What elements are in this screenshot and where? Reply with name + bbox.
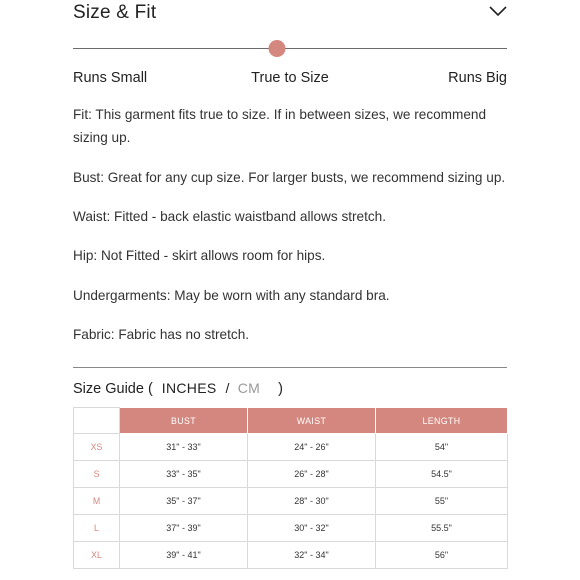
- waist-detail: Waist: Fitted - back elastic waistband allows stretch.: [73, 209, 387, 224]
- size-cell: M: [74, 488, 120, 515]
- table-corner-cell: [74, 408, 120, 434]
- bust-detail: Bust: Great for any cup size. For larger busts, we recommend sizing up.: [73, 170, 506, 185]
- size-cell: XL: [74, 542, 120, 569]
- size-guide-header: [73, 380, 283, 400]
- waist-cell: 32" - 34": [248, 542, 376, 569]
- unit-inches-toggle[interactable]: INCHES: [161, 380, 217, 396]
- column-header-bust: BUST: [120, 408, 248, 434]
- bust-cell: 31" - 33": [120, 434, 248, 461]
- size-cell: L: [74, 515, 120, 542]
- size-fit-header[interactable]: [73, 2, 507, 28]
- fit-slider-knob[interactable]: [268, 40, 285, 57]
- table-row: [74, 434, 508, 461]
- fit-scale-labels: [73, 70, 507, 90]
- table-row: [74, 488, 508, 515]
- waist-cell: 28" - 30": [248, 488, 376, 515]
- length-cell: 54.5": [376, 461, 508, 488]
- size-guide-label: Size Guide (: [73, 381, 153, 397]
- size-cell: XS: [74, 434, 120, 461]
- bust-cell: 39" - 41": [120, 542, 248, 569]
- section-title: Size & Fit: [73, 2, 157, 23]
- fabric-detail: Fabric: Fabric has no stretch.: [73, 327, 250, 342]
- table-row: [74, 515, 508, 542]
- column-header-waist: WAIST: [248, 408, 376, 434]
- waist-cell: 30" - 32": [248, 515, 376, 542]
- length-cell: 55": [376, 488, 508, 515]
- fit-label-runs-small: Runs Small: [73, 70, 148, 86]
- bust-cell: 33" - 35": [120, 461, 248, 488]
- size-cell: S: [74, 461, 120, 488]
- length-cell: 54": [376, 434, 508, 461]
- table-row: [74, 461, 508, 488]
- size-guide-table: [73, 407, 508, 569]
- table-row: [74, 542, 508, 569]
- section-divider: [73, 367, 507, 368]
- length-cell: 56": [376, 542, 508, 569]
- fit-label-runs-big: Runs Big: [448, 70, 507, 86]
- column-header-length: LENGTH: [376, 408, 508, 434]
- bust-cell: 37" - 39": [120, 515, 248, 542]
- undergarments-detail: Undergarments: May be worn with any standard bra.: [73, 288, 390, 303]
- length-cell: 55.5": [376, 515, 508, 542]
- table-header-row: [74, 408, 508, 434]
- bust-cell: 35" - 37": [120, 488, 248, 515]
- unit-cm-toggle[interactable]: CM: [237, 380, 261, 396]
- fit-slider-track: [73, 48, 507, 49]
- fit-detail: Fit: This garment fits true to size. If in between sizes, we recommend sizing up.: [73, 107, 487, 145]
- waist-cell: 24" - 26": [248, 434, 376, 461]
- fit-slider: [73, 40, 507, 58]
- chevron-down-icon[interactable]: [489, 5, 507, 17]
- unit-separator: /: [225, 380, 230, 396]
- fit-label-true-to-size: True to Size: [251, 70, 329, 86]
- waist-cell: 26" - 28": [248, 461, 376, 488]
- hip-detail: Hip: Not Fitted - skirt allows room for hips.: [73, 248, 326, 263]
- size-guide-close-paren: ): [278, 381, 283, 397]
